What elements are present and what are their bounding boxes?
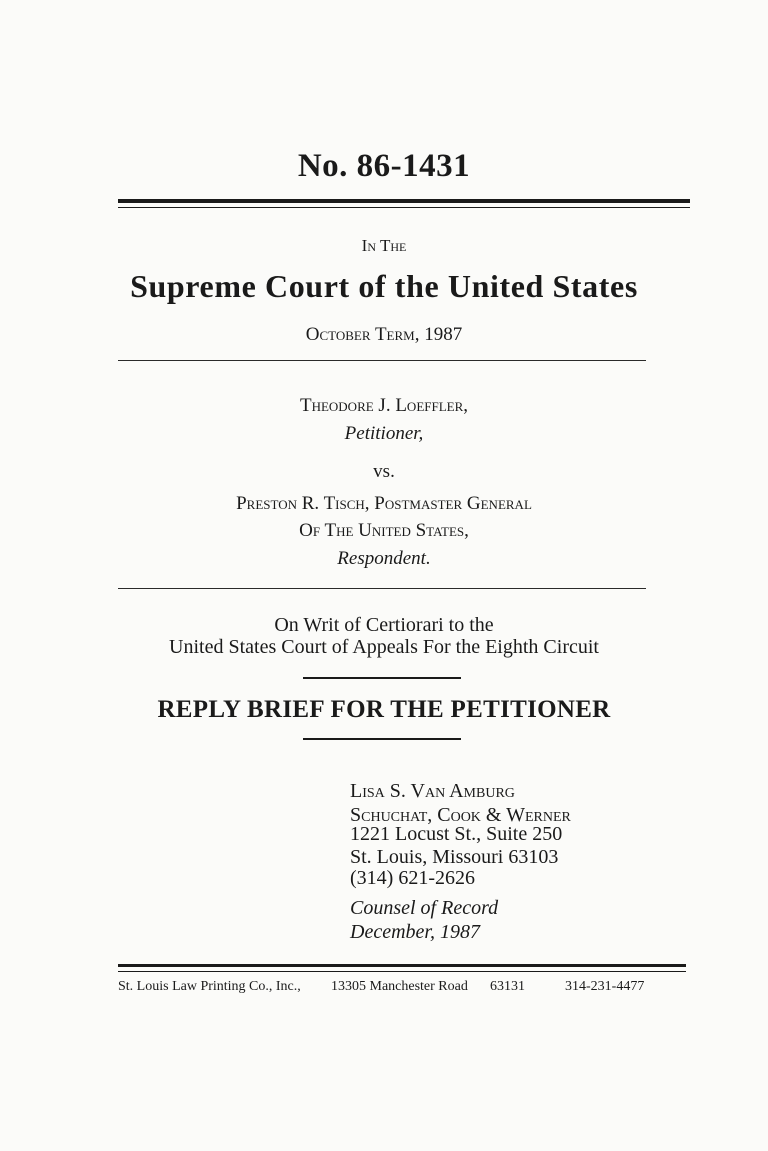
court-intro: In The: [361, 236, 407, 255]
respondent-line-1: Preston R. Tisch, Postmaster General: [236, 493, 532, 514]
court-name: Supreme Court of the United States: [130, 268, 638, 304]
footer-printer: St. Louis Law Printing Co., Inc.,: [118, 979, 301, 994]
respondent-role: Respondent.: [337, 548, 431, 569]
top-rule-thick: [118, 199, 690, 203]
petitioner-name: Theodore J. Loeffler,: [299, 395, 469, 416]
divider-rule: [118, 588, 646, 589]
counsel-name: Lisa S. Van Amburg: [350, 780, 515, 802]
footer-address: 13305 Manchester Road: [331, 979, 468, 994]
counsel-phone: (314) 621-2626: [350, 867, 475, 889]
versus-label: vs.: [373, 461, 395, 482]
counsel-city: St. Louis, Missouri 63103: [350, 846, 559, 868]
footer-phone: 314-231-4477: [565, 979, 645, 994]
short-rule: [303, 677, 461, 679]
counsel-street: 1221 Locust St., Suite 250: [350, 823, 563, 845]
footer-zip: 63131: [490, 979, 525, 994]
respondent-line-2: Of The United States,: [299, 520, 469, 541]
top-rule-thin: [118, 207, 690, 208]
court-term: October Term, 1987: [305, 324, 463, 345]
counsel-firm: Schuchat, Cook & Werner: [350, 804, 571, 826]
short-rule: [303, 738, 461, 740]
divider-rule: [118, 360, 646, 361]
footer-rule-thick: [118, 964, 686, 967]
docket-number: No. 86-1431: [297, 148, 471, 184]
petitioner-role: Petitioner,: [344, 423, 424, 444]
writ-line-2: United States Court of Appeals For the Eighth Circuit: [169, 636, 599, 658]
writ-line-1: On Writ of Certiorari to the: [274, 614, 494, 636]
counsel-role: Counsel of Record: [350, 897, 499, 919]
brief-title: REPLY BRIEF FOR THE PETITIONER: [157, 696, 611, 723]
brief-date: December, 1987: [350, 921, 480, 943]
footer-rule-thin: [118, 971, 686, 972]
